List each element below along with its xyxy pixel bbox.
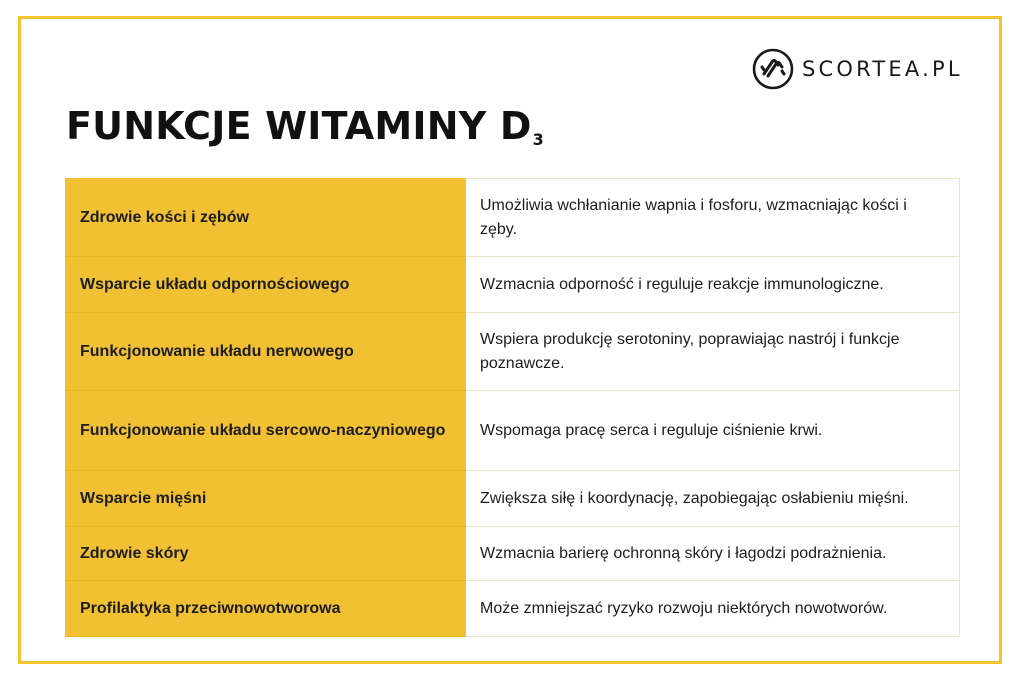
function-description: Wzmacnia barierę ochronną skóry i łagodzi podrażnienia.: [466, 527, 960, 581]
table-row: [66, 391, 960, 471]
function-label: Zdrowie kości i zębów: [66, 179, 466, 257]
function-description: Wspomaga pracę serca i reguluje ciśnienie krwi.: [466, 391, 960, 471]
title-subscript: 3: [532, 130, 544, 149]
function-description: Może zmniejszać ryzyko rozwoju niektórych nowotworów.: [466, 581, 960, 637]
function-label: Wsparcie układu odpornościowego: [66, 257, 466, 313]
brand-logo[interactable]: [752, 48, 963, 90]
function-label: Wsparcie mięśni: [66, 471, 466, 527]
function-label: Profilaktyka przeciwnowotworowa: [66, 581, 466, 637]
function-description: Zwiększa siłę i koordynację, zapobiegając osłabieniu mięśni.: [466, 471, 960, 527]
table-row: [66, 257, 960, 313]
vitamin-functions-table: [65, 178, 960, 637]
table-row: [66, 179, 960, 257]
function-label: Funkcjonowanie układu sercowo-naczyniowego: [66, 391, 466, 471]
function-description: Wspiera produkcję serotoniny, poprawiając nastrój i funkcje poznawcze.: [466, 313, 960, 391]
table-row: [66, 471, 960, 527]
table-row: [66, 527, 960, 581]
function-description: Wzmacnia odporność i reguluje reakcje immunologiczne.: [466, 257, 960, 313]
function-description: Umożliwia wchłanianie wapnia i fosforu, wzmacniając kości i zęby.: [466, 179, 960, 257]
table-row: [66, 581, 960, 637]
table-row: [66, 313, 960, 391]
page-title: [66, 104, 544, 149]
function-label: Funkcjonowanie układu nerwowego: [66, 313, 466, 391]
brand-name: SCORTEA.PL: [802, 57, 963, 81]
function-label: Zdrowie skóry: [66, 527, 466, 581]
title-text: FUNKCJE WITAMINY D: [66, 104, 532, 148]
scortea-logo-icon: [752, 48, 794, 90]
